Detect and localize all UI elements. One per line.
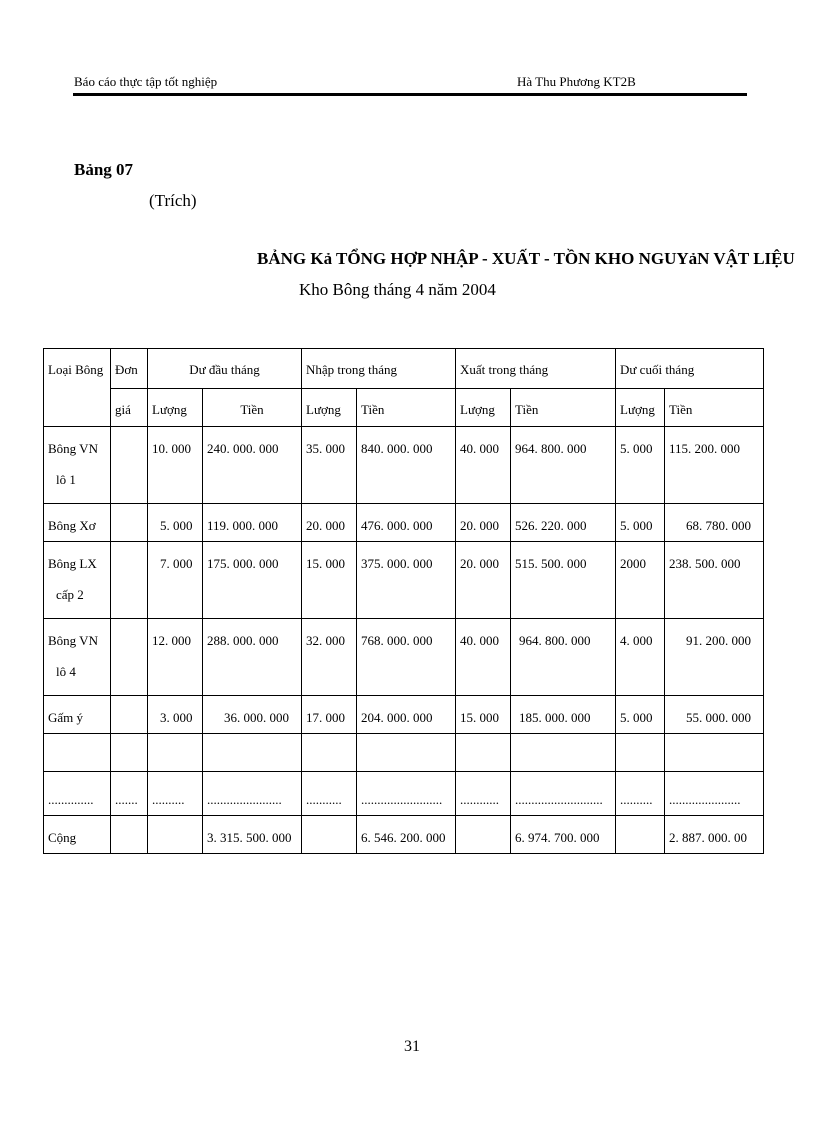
cell-type: Bông LX cấp 2 xyxy=(44,542,111,619)
cell-dots: ........... xyxy=(302,772,357,816)
cell-opening-amount: 36. 000. 000 xyxy=(203,696,302,734)
cell-dots: .......... xyxy=(148,772,203,816)
cell-opening-qty: 12. 000 xyxy=(148,619,203,696)
table-row xyxy=(44,504,764,542)
col-header-type: Loại Bông xyxy=(44,349,111,427)
col-header-amount: Tiền xyxy=(357,389,456,427)
table-row-empty xyxy=(44,734,764,772)
cell-opening-qty: 3. 000 xyxy=(148,696,203,734)
cell-incoming-amount: 375. 000. 000 xyxy=(357,542,456,619)
cell-opening-amount: 119. 000. 000 xyxy=(203,504,302,542)
cell-outgoing-amount: 185. 000. 000 xyxy=(511,696,616,734)
cell-total-incoming-amount: 6. 546. 200. 000 xyxy=(357,816,456,854)
cell-price xyxy=(111,542,148,619)
cell-price xyxy=(111,427,148,504)
cell-closing-qty: 4. 000 xyxy=(616,619,665,696)
col-header-amount: Tiền xyxy=(203,389,302,427)
cell-incoming-qty: 32. 000 xyxy=(302,619,357,696)
col-header-unit-bottom: giá xyxy=(111,389,148,427)
cell-price xyxy=(111,619,148,696)
cell-incoming-amount: 204. 000. 000 xyxy=(357,696,456,734)
cell-outgoing-qty: 20. 000 xyxy=(456,542,511,619)
col-header-closing: Dư cuối tháng xyxy=(616,349,764,389)
cell-outgoing-amount: 515. 500. 000 xyxy=(511,542,616,619)
cell-incoming-amount: 768. 000. 000 xyxy=(357,619,456,696)
cell-dots: ...................... xyxy=(665,772,764,816)
cell-outgoing-qty: 15. 000 xyxy=(456,696,511,734)
cell-dots: .......... xyxy=(616,772,665,816)
cell-price xyxy=(111,696,148,734)
table-row-total xyxy=(44,816,764,854)
cell-closing-amount: 115. 200. 000 xyxy=(665,427,764,504)
cell-closing-amount: 91. 200. 000 xyxy=(665,619,764,696)
cell-dots: ....................... xyxy=(203,772,302,816)
cell-dots: ....... xyxy=(111,772,148,816)
col-header-qty: Lượng xyxy=(148,389,203,427)
cell-dots: ............ xyxy=(456,772,511,816)
table-row-ellipsis xyxy=(44,772,764,816)
header-author: Hà Thu Phương KT2B xyxy=(517,74,636,89)
cell-dots: .............. xyxy=(44,772,111,816)
cell-opening-amount: 175. 000. 000 xyxy=(203,542,302,619)
excerpt-note: (Trích) xyxy=(149,191,197,210)
document-subtitle: Kho Bông tháng 4 năm 2004 xyxy=(299,280,496,299)
cell-incoming-qty: 20. 000 xyxy=(302,504,357,542)
cell-type: Gấm ý xyxy=(44,696,111,734)
table-row xyxy=(44,542,764,619)
table-row xyxy=(44,619,764,696)
col-header-amount: Tiền xyxy=(511,389,616,427)
cell-price xyxy=(111,504,148,542)
header-rule xyxy=(73,93,747,96)
cell-incoming-amount: 840. 000. 000 xyxy=(357,427,456,504)
col-header-qty: Lượng xyxy=(616,389,665,427)
document-title: BẢNG Kả TỔNG HỢP NHẬP - XUẤT - TỒN KHO NGUYảN VẬT LIỆU xyxy=(257,249,795,268)
table-number: Bảng 07 xyxy=(74,160,134,179)
cell-opening-qty: 5. 000 xyxy=(148,504,203,542)
cell-outgoing-amount: 964. 800. 000 xyxy=(511,619,616,696)
cell-dots: ......................... xyxy=(357,772,456,816)
col-header-qty: Lượng xyxy=(456,389,511,427)
cell-dots: ........................... xyxy=(511,772,616,816)
cell-total-label: Cộng xyxy=(44,816,111,854)
inventory-table xyxy=(43,348,764,854)
cell-outgoing-qty: 20. 000 xyxy=(456,504,511,542)
cell-outgoing-qty: 40. 000 xyxy=(456,427,511,504)
cell-total-closing-amount: 2. 887. 000. 00 xyxy=(665,816,764,854)
cell-incoming-qty: 15. 000 xyxy=(302,542,357,619)
cell-incoming-qty: 35. 000 xyxy=(302,427,357,504)
col-header-qty: Lượng xyxy=(302,389,357,427)
col-header-outgoing: Xuất trong tháng xyxy=(456,349,616,389)
cell-total-opening-amount: 3. 315. 500. 000 xyxy=(203,816,302,854)
cell-closing-qty: 5. 000 xyxy=(616,696,665,734)
cell-opening-amount: 240. 000. 000 xyxy=(203,427,302,504)
table-row xyxy=(44,427,764,504)
cell-closing-qty: 5. 000 xyxy=(616,504,665,542)
col-header-amount: Tiền xyxy=(665,389,764,427)
cell-opening-qty: 10. 000 xyxy=(148,427,203,504)
cell-incoming-qty: 17. 000 xyxy=(302,696,357,734)
cell-closing-qty: 5. 000 xyxy=(616,427,665,504)
col-header-incoming: Nhập trong tháng xyxy=(302,349,456,389)
header-report-title: Báo cáo thực tập tốt nghiệp xyxy=(74,74,218,89)
cell-total-outgoing-amount: 6. 974. 700. 000 xyxy=(511,816,616,854)
cell-opening-qty: 7. 000 xyxy=(148,542,203,619)
cell-outgoing-amount: 964. 800. 000 xyxy=(511,427,616,504)
cell-type: Bông Xơ xyxy=(44,504,111,542)
cell-opening-amount: 288. 000. 000 xyxy=(203,619,302,696)
cell-closing-amount: 68. 780. 000 xyxy=(665,504,764,542)
cell-outgoing-qty: 40. 000 xyxy=(456,619,511,696)
cell-closing-qty: 2000 xyxy=(616,542,665,619)
page-number: 31 xyxy=(404,1038,420,1055)
table-row xyxy=(44,696,764,734)
cell-type: Bông VN lô 1 xyxy=(44,427,111,504)
cell-outgoing-amount: 526. 220. 000 xyxy=(511,504,616,542)
cell-closing-amount: 238. 500. 000 xyxy=(665,542,764,619)
col-header-opening: Dư đầu tháng xyxy=(148,349,302,389)
col-header-unit-top: Đơn xyxy=(111,349,148,389)
cell-incoming-amount: 476. 000. 000 xyxy=(357,504,456,542)
cell-type: Bông VN lô 4 xyxy=(44,619,111,696)
cell-closing-amount: 55. 000. 000 xyxy=(665,696,764,734)
